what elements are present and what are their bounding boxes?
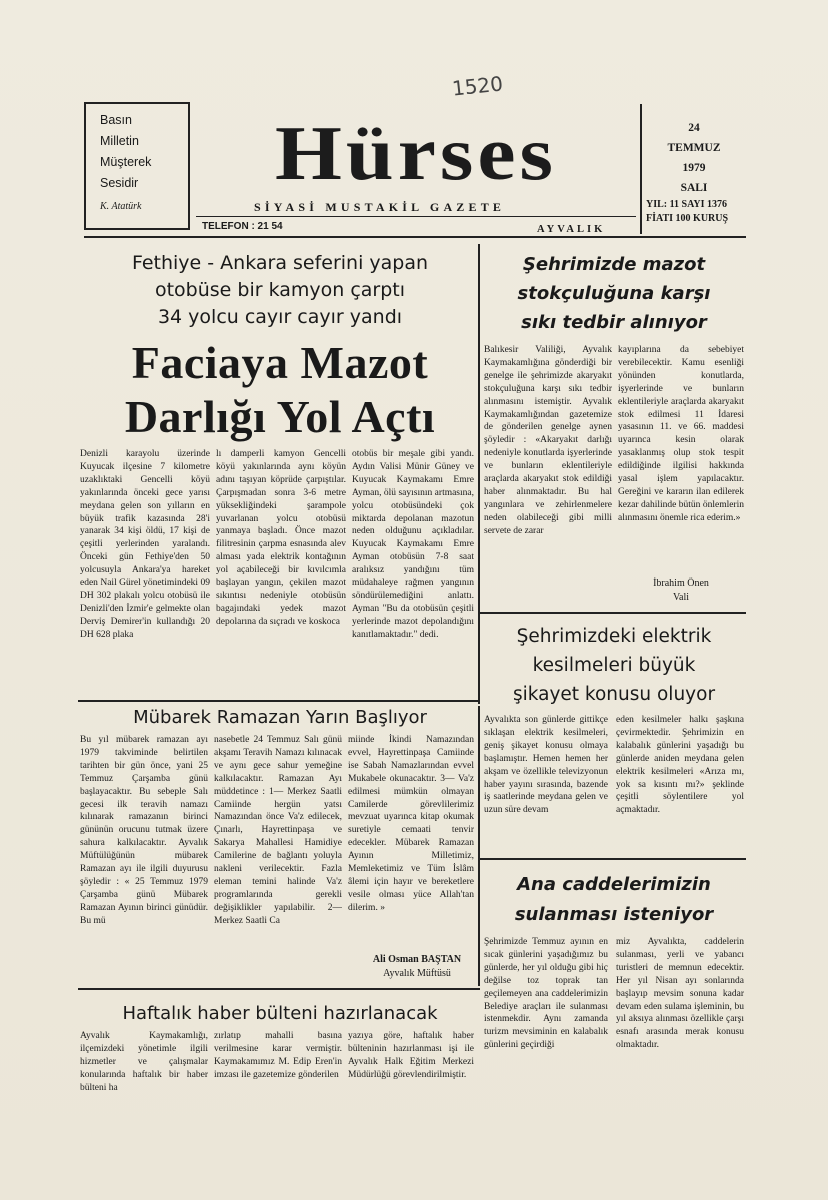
lead-headline	[84, 336, 476, 444]
motto-line: Müşterek	[100, 155, 152, 169]
headline-line: Şehrimizdeki elektrik	[516, 626, 712, 647]
masthead-motto-box	[84, 102, 190, 230]
date-box	[640, 104, 746, 234]
headline-line: Darlığı Yol Açtı	[124, 391, 436, 442]
streets-column-1: Şehrimizde Temmuz ayının en sıcak günlerini yaşadığımız bu günlerde, her yıl olduğu gibi hiç değilse toz toprak tan geçilemeyen ana caddelerimizin Belediye araçları ile sulanması istenmekdir. Aynı zamanda turizm mevsiminin en kalabalık günlerini geçirdiği	[484, 937, 608, 1051]
phone-number: TELEFON : 21 54	[202, 221, 283, 232]
diesel-signature-name: İbrahim Önen	[653, 578, 709, 589]
masthead-bottom-rule	[84, 236, 746, 238]
masthead-divider	[196, 216, 636, 217]
motto-signature: K. Atatürk	[100, 201, 142, 212]
streets-column-2: miz Ayvalıkta, caddelerin sulanması, yerli ve yabancı turistleri de memnun edecektir. Her yıl Nisan ayı sonlarında başlayıp mevsim sonuna kadar devam eden sulama işleminin, bu yıl aksıya alınması özellikle çarşı esnafı arasında merak konusu olmaktadır.	[616, 937, 744, 1051]
headline-line: Faciaya Mazot	[131, 337, 429, 388]
issue-number: YIL: 11 SAYI 1376	[646, 199, 728, 210]
headline-line: kesilmeleri büyük	[532, 655, 696, 676]
newspaper-title: Hürses	[275, 109, 557, 197]
kicker-line: otobüse bir kamyon çarptı	[154, 279, 406, 301]
bulletin-column-2: zırlatıp mahalli basına verilmesine karar vermiştir. Kaymakamımız M. Edip Eren'in imzası ile gazetemize gönderilen	[214, 1031, 342, 1080]
handwritten-note: 1520	[450, 71, 505, 101]
bulletin-column-3: yazıya göre, haftalık haber bülteninin hazırlanması işi ile Ayvalık Halk Eğitim Merkezi Müdürlüğü görevlendirilmiştir.	[348, 1031, 474, 1080]
ramadan-column-3: miinde İkindi Namazından evvel, Hayrettinpaşa Camiinde ise Sabah Namazlarından evvel Mukabele okunacaktır. 3— Va'z edilmesi mümkün olmayan Camilerde görevlilerimiz mevzuat uyarınca kitap okumak suretiyle cemaati tenvir edecekler. Mübarek Ramazan Ayının Milletimiz, Memleketimiz ve Tüm İslâm âlemi için hayır ve bereketlere vesile olması yüce Allah'tan dilerim. »	[348, 735, 474, 913]
headline-line: şikayet konusu oluyor	[512, 684, 716, 705]
column-divider	[478, 706, 480, 986]
headline-line: sıkı tedbir alınıyor	[521, 312, 707, 333]
date-year: 1979	[682, 162, 706, 174]
lead-column-2: lı damperli kamyon Gencelli köyü yakınlarında aynı köyün adını taşıyan köprüde çarpıştılar. Çarpışmadan sonra 3-6 metre yüksekliğindeki şarampole yuvarlanan yolcu otobüsü yanmaya başladı. Önce mazot filitresinin çarpma esnasında alev alması yada elektrik kontağının yol açabileceği bir kıvılcımla başlayan yangın, çekilen mazot sıkıntısı nedeniyle otobüsün bagajındaki yedek mazot depolarına da sıçradı ve koskoca	[216, 449, 346, 627]
ramadan-signature-name: Ali Osman BAŞTAN	[372, 954, 462, 965]
diesel-column-2: kayıplarına da sebebiyet verebilecektir. Kamu esenliği yönünden konutlarda, işyerlerinde ve bunların eklentileriyle araçlarda akaryakıt stok edilmesi 11 İdaresi yasasının 11. ve 66. maddesi uyarınca kesin olarak yasaklanmış olup stok tespit edildiğinde ilgilisi hakkında yasal işlem yapılacaktır. Gereğini ve kararın ilan edilerek kezar dahilinde bütün önlemlerin alınmasını önemle rica ederim.»	[618, 345, 744, 523]
headline-line: stokçuluğuna karşı	[517, 283, 711, 304]
power-column-1: Ayvalıkta son günlerde gittikçe sıklaşan elektrik kesilmeleri, geniş şikayet konusu olmaya başlamıştır. Hemen hemen her akşam ve özellikle televizyonun haber yayını sırasında, bazende iş saatlerinde meydana gelen ve uzun süre devam	[484, 715, 608, 816]
motto-line: Milletin	[100, 134, 139, 148]
kicker-line: 34 yolcu cayır cayır yandı	[157, 306, 403, 328]
newspaper-subtitle: SİYASİ MUSTAKİL GAZETE	[254, 200, 506, 214]
lead-column-1: Denizli karayolu üzerinde Kuyucak ilçesine 7 kilometre uzaklıktaki Gencelli köyü yakınlarında önceki gece yarısı meydana gelen son yılların en büyük trafik kazasında 28'i yanarak 34 kişi öldü, 17 kişi de çeşitli yerlerinden yaralandı. Önceki gün Fethiye'den 50 yolcusuyla Ankara'ya hareket eden Nail Gürel yönetimindeki 09 DH 302 plakalı yolcu otobüsü ile Denizli'den İzmir'e gelmekte olan Derviş Demirer'in kullandığı 20 DH 628 plaka	[80, 449, 210, 640]
kicker-line: Fethiye - Ankara seferini yapan	[131, 252, 429, 274]
lead-kicker	[84, 250, 476, 331]
headline-line: Ana caddelerimizin	[517, 874, 711, 895]
power-column-2: eden kesilmeler halkı şaşkına çevirmektedir. Şehrimizin en kalabalık günlerini yaşadığı bu günlerde aniden meydana gelen elektrik kesilmeleri «Arıza mı, yok sa kısıntı mı?» şeklinde çeşitli söylentilere yol açmaktadır.	[616, 715, 744, 816]
lead-column-3: otobüs bir meşale gibi yandı. Aydın Valisi Münir Güney ve Kuyucak Kaymakamı Emre Ayman, ölü sayısının artmasına, yolcu otobüsündeki çok miktarda depolanan mazotun neden olduğunu açıkladılar. Kuyucak Kaymakamı Emre Ayman otobüsün 7-8 saat aralıksız yandığını tüm müdahaleye rağmen yangının söndürülemediğini anlattı. Ayman "Bu da otobüsün çeşitli yerlerinde mazot depolandığını kanıtlamaktadır." dedi.	[352, 449, 474, 640]
diesel-column-1: Balıkesir Valiliği, Ayvalık Kaymakamlığına gönderdiği bir genelge ile şehrimizde akaryakıt stokçuluğuna karşı sıkı tedbir alınmasını istemiştir. Ayvalık Kaymakamlığından gazetemize de gönderilen genelge aynen şöyledir : «Akaryakıt darlığı nedeniyle konutlarda işyerlerinde ve bunların eklentileriyle araçlarda akaryakıt stok edildiği haber alınmaktadır. Bu hal yangınlara ve zehirlenmelere neden olabileceği gibi milli servete de zarar	[484, 345, 612, 536]
section-rule	[78, 988, 480, 990]
section-rule	[78, 700, 480, 702]
motto-line: Basın	[100, 113, 132, 127]
price: FİATI 100 KURUŞ	[646, 213, 729, 224]
power-headline	[484, 622, 744, 709]
column-divider	[478, 244, 480, 704]
bulletin-headline: Haftalık haber bülteni hazırlanacak	[122, 1003, 438, 1024]
ramadan-column-2: nasebetle 24 Temmuz Salı günü akşamı Teravih Namazı kılınacak ve aynı gece sahur yemeğine kalkılacaktır. Ramazan Ayı müddetince : 1— Merkez Saatli Camiinde hergün yatsı Namazından önce Va'z edilecek, Çınarlı, Hayrettinpaşa ve Sakarya Mahallesi Hamidiye Camilerine de bağlantı yoluyla nakleni verilecektir. Fazla eleman temini halinde Va'z programlarında gerekli değişiklikler yapılabilir. 2— Merkez Saatli Ca	[214, 735, 342, 926]
ramadan-headline: Mübarek Ramazan Yarın Başlıyor	[133, 707, 427, 728]
date-weekday: SALI	[680, 182, 708, 194]
city-name: AYVALIK	[537, 224, 606, 235]
diesel-signature-title: Vali	[672, 592, 690, 603]
streets-headline	[484, 870, 744, 930]
date-month: TEMMUZ	[667, 142, 721, 154]
diesel-headline	[484, 250, 744, 337]
bulletin-column-1: Ayvalık Kaymakamlığı, ilçemizdeki yönetimle ilgili hizmetler ve çalışmalar konularında haftalık bir haber bülteni ha	[80, 1031, 208, 1093]
headline-line: sulanması isteniyor	[514, 904, 714, 925]
ramadan-column-1: Bu yıl mübarek ramazan ayı 1979 takviminde belirtilen tarihten bir gün önce, yani 25 Temmuz Çarşamba günü başlayacaktır. Bu sebeple Salı gecesi ilk teravih namazı kılınarak ramazanın birinci gününün orucunu tutmak üzere sahura kalkılacaktır. Ayvalık Müftülüğünün mübarek Ramazan ayı ile ilgili duyurusu şöyledir : « 25 Temmuz 1979 Çarşamba günü Mübarek Ramazan Ayının birinci günüdür. Bu mü	[80, 735, 208, 926]
motto-line: Sesidir	[100, 176, 139, 190]
section-rule	[478, 612, 746, 614]
ramadan-signature-title: Ayvalık Müftüsü	[383, 968, 451, 979]
date-day: 24	[688, 122, 700, 134]
headline-line: Şehrimizde mazot	[522, 254, 706, 275]
section-rule	[478, 858, 746, 860]
